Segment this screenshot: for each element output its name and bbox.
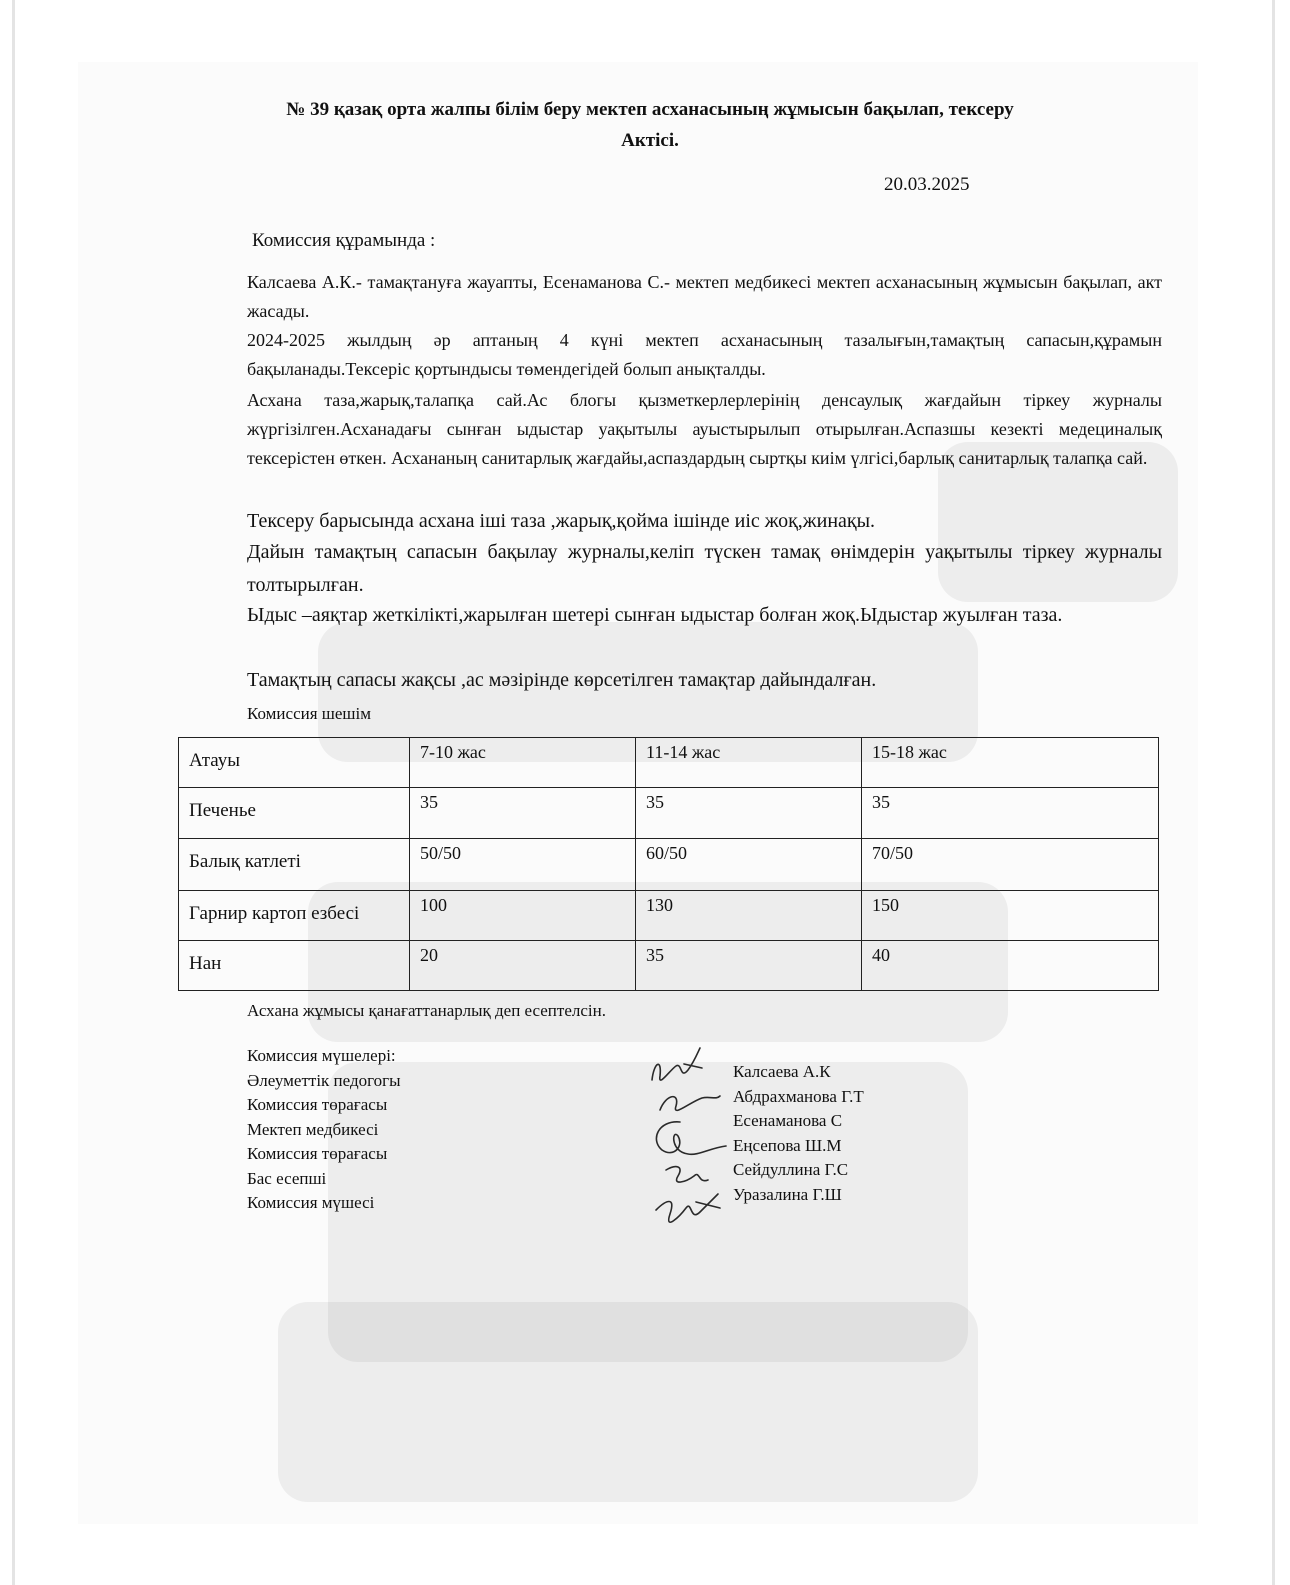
paragraph-7: Тамақтың сапасы жақсы ,ас мәзірінде көрсетілген тамақтар дайындалған. [247,669,877,691]
paragraph-3: Асхана таза,жарық,талапқа сай.Ас блогы қызметкерлерлерінің денсаулық жағдайын тіркеу журналы жүргізілген.Асханадағы сынған ыдыстар уақытылы ауыстырылып отырылған.Аспазшы кезекті медециналық тексерістен өткен. Асхананың санитарлық жағдайы,аспаздардың сыртқы киім үлгісі,барлық санитарлық талапқа сай. [247,390,1162,468]
table-header-row [179,738,1159,788]
signature-stroke [666,1167,708,1182]
table-cell: Балық катлеті [179,839,410,891]
member-names-list [733,1060,864,1207]
paragraph-2: 2024-2025 жылдың әр аптаның 4 күні мектеп асханасының тазалығын,тамақтың сапасын,құрамын бақыланады.Тексеріс қортындысы төмендегідей болып анықталды. [247,330,1162,379]
menu-portion-table [178,737,1159,991]
paragraph-5: Дайын тамақтың сапасын бақылау журналы,келіп түскен тамақ өнімдерін уақытылы тіркеу журналы толтырылған. [247,541,1162,596]
title-line-2: Актісі. [621,130,679,151]
frame-edge-left [12,0,15,1585]
table-cell: Нан [179,941,410,991]
member-name: Еңсепова Ш.М [733,1135,842,1155]
table-header-cell: 7-10 жас [410,738,636,788]
member-name: Сейдуллина Г.С [733,1160,849,1179]
members-heading: Комиссия мүшелері: [247,1046,396,1065]
signature-stroke [652,1048,702,1080]
table-cell: 35 [636,941,862,991]
table-cell: Печенье [179,787,410,839]
document-title [180,94,1120,156]
table-header-cell: 15-18 жас [862,738,1159,788]
table-cell: 130 [636,890,862,941]
member-name: Калсаева А.К [733,1062,831,1081]
decision-label: Комиссия шешім [247,704,371,723]
member-role: Бас есепші [247,1168,327,1188]
member-role: Комиссия мүшесі [247,1193,375,1212]
title-line-1: № 39 қазақ орта жалпы білім беру мектеп асханасының жұмысын бақылап, тексеру [286,99,1014,120]
paragraph-1: Калсаева А.К.- тамақтануға жауапты, Есенаманова С.- мектеп медбикесі мектеп асханасының жұмысын бақылап, акт жасады. [247,272,1162,321]
table-cell: 35 [636,787,862,839]
scan-noise [278,1302,978,1502]
table-cell: 50/50 [410,839,636,891]
table-header-cell: Атауы [179,738,410,788]
paragraph-6: Ыдыс –аяқтар жеткілікті,жарылған шетері сынған ыдыстар болған жоқ.Ыдыстар жуылған таза. [247,604,1063,626]
conclusion: Асхана жұмысы қанағаттанарлық деп есептелсін. [247,1001,606,1020]
member-name: Уразалина Г.Ш [733,1184,842,1204]
table-header-cell: 11-14 жас [636,738,862,788]
table-cell: 40 [862,941,1159,991]
table-cell: 35 [862,787,1159,839]
table-row [179,839,1159,891]
table-cell: Гарнир картоп езбесі [179,890,410,941]
members-list [247,1044,401,1216]
member-role: Мектеп медбикесі [247,1119,379,1139]
paragraph-4: Тексеру барысында асхана іші таза ,жарық,қойма ішінде иіс жоқ,жинақы. [247,510,876,532]
table-row [179,890,1159,941]
member-role: Комиссия төрағасы [247,1095,388,1114]
handwritten-signatures [640,1040,740,1240]
table-cell: 20 [410,941,636,991]
table-cell: 100 [410,890,636,941]
signature-stroke [660,1096,720,1110]
document-date: 20.03.2025 [884,174,970,195]
table-row [179,787,1159,839]
table-row [179,941,1159,991]
member-name: Абдрахманова Г.Т [733,1086,864,1106]
signature-stroke [656,1194,720,1222]
table-cell: 60/50 [636,839,862,891]
table-cell: 150 [862,890,1159,941]
commission-heading: Комиссия құрамында : [252,230,436,251]
member-role: Әлеуметтік педогогы [247,1070,401,1090]
member-role: Комиссия төрағасы [247,1144,388,1163]
frame-edge-right [1272,0,1275,1585]
table-cell: 35 [410,787,636,839]
signature-stroke [656,1122,726,1154]
member-name: Есенаманова С [733,1111,843,1130]
table-cell: 70/50 [862,839,1159,891]
